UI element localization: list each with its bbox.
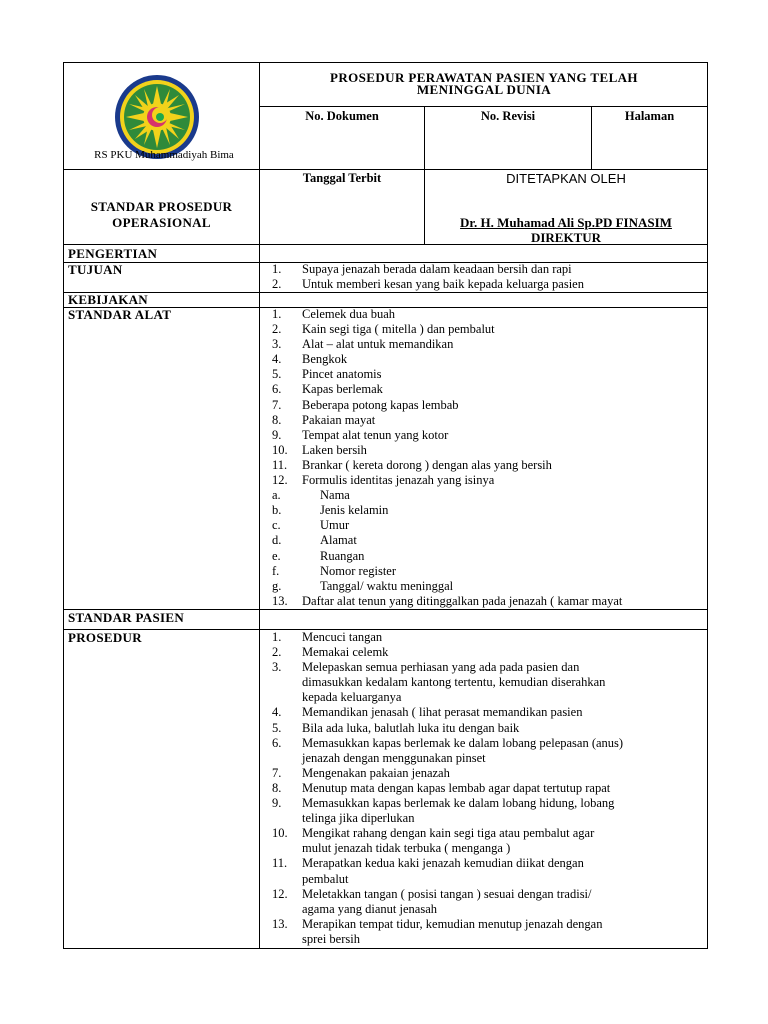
sub-list-item: c. Umur: [272, 518, 350, 533]
sub-list-item: f. Nomor register: [272, 563, 397, 578]
prosedur-list: [272, 630, 702, 947]
sub-list-item: a. Nama: [272, 488, 350, 503]
list-item: 3. Alat – alat untuk memandikan: [272, 337, 454, 352]
sub-list-item: d. Alamat: [272, 533, 357, 548]
list-item-continuation: sprei bersih: [302, 931, 360, 946]
list-item: 9. Memasukkan kapas berlemak ke dalam lobang hidung, lobang: [272, 796, 615, 811]
document-title-line1: PROSEDUR PERAWATAN PASIEN YANG TELAH: [330, 70, 638, 85]
list-item: 7. Beberapa potong kapas lembab: [272, 397, 459, 412]
list-item: 5. Pincet anatomis: [272, 367, 382, 382]
list-item-continuation: mulut jenazah tidak terbuka ( menganga ): [302, 841, 511, 856]
prosedur-label: PROSEDUR: [68, 630, 142, 645]
signer-title: DIREKTUR: [530, 230, 602, 245]
list-item: 8. Pakaian mayat: [272, 412, 376, 427]
list-item: 10. Mengikat rahang dengan kain segi tiga atau pembalut agar: [272, 826, 595, 841]
list-item: 1. Celemek dua buah: [272, 307, 396, 321]
list-item: 9. Tempat alat tenun yang kotor: [272, 427, 449, 442]
list-item: 4. Bengkok: [272, 352, 348, 367]
kebijakan-label: KEBIJAKAN: [68, 292, 148, 307]
no-dokumen-label: No. Dokumen: [305, 109, 379, 123]
header-row-divider: [63, 169, 708, 170]
list-item: 5. Bila ada luka, balutlah luka itu dengan baik: [272, 720, 520, 735]
table-border-bottom: [63, 948, 708, 949]
list-item-continuation: kepada keluarganya: [302, 690, 402, 705]
ditetapkan-label: DITETAPKAN OLEH: [506, 171, 626, 186]
tanggal-terbit-label: Tanggal Terbit: [302, 171, 382, 185]
no-revisi-label: No. Revisi: [480, 109, 536, 123]
list-item: 8. Menutup mata dengan kapas lembab agar dapat tertutup rapat: [272, 780, 611, 795]
tujuan-label: TUJUAN: [68, 262, 123, 277]
list-item-continuation: jenazah dengan menggunakan pinset: [302, 750, 486, 765]
standar-alat-label: STANDAR ALAT: [68, 307, 172, 322]
list-item: 11. Merapatkan kedua kaki jenazah kemudian diikat dengan: [272, 856, 584, 871]
list-item: 10. Laken bersih: [272, 442, 367, 457]
list-item-continuation: agama yang dianut jenasah: [302, 901, 438, 916]
list-item: 1. Mencuci tangan: [272, 630, 383, 644]
list-item-continuation: pembalut: [302, 871, 349, 886]
logo-inner-dot: [156, 113, 164, 121]
tujuan-list: [272, 262, 702, 292]
sub-list-item: b. Jenis kelamin: [272, 503, 389, 518]
list-item: 12. Meletakkan tangan ( posisi tangan ) sesuai dengan tradisi/: [272, 886, 592, 901]
list-item: 4. Memandikan jenasah ( lihat perasat memandikan pasien: [272, 705, 583, 720]
list-item: 6. Memasukkan kapas berlemak ke dalam lobang pelepasan (anus): [272, 735, 624, 750]
header-title-underline: [259, 106, 708, 107]
standar-pasien-label: STANDAR PASIEN: [68, 610, 185, 625]
list-item: 2. Untuk memberi kesan yang baik kepada keluarga pasien: [272, 277, 584, 292]
list-item-continuation: dimasukkan kedalam kantong tertentu, kemudian diserahkan: [302, 675, 606, 690]
table-border-right: [707, 62, 708, 949]
list-item: 6. Kapas berlemak: [272, 382, 383, 397]
document-title-line2: MENINGGAL DUNIA: [416, 82, 552, 97]
list-item: 13. Merapikan tempat tidur, kemudian menutup jenazah dengan: [272, 916, 603, 931]
list-item-continuation: telinga jika diperlukan: [302, 811, 415, 826]
signer-name: Dr. H. Muhamad Ali Sp.PD FINASIM: [460, 215, 672, 230]
list-item: 7. Mengenakan pakaian jenazah: [272, 765, 450, 780]
sub-list-item: e. Ruangan: [272, 548, 365, 563]
table-border-left: [63, 62, 64, 949]
pengertian-label: PENGERTIAN: [68, 246, 158, 261]
column-divider: [259, 62, 260, 949]
table-border-top: [63, 62, 708, 63]
list-item: 2. Memakai celemk: [272, 645, 389, 660]
sop-label-line2: OPERASIONAL: [112, 215, 211, 230]
hospital-name: RS PKU Muhammadiyah Bima: [94, 149, 234, 161]
sop-label-line1: STANDAR PROSEDUR: [90, 199, 233, 214]
list-item: 11. Brankar ( kereta dorong ) dengan alas yang bersih: [272, 457, 552, 472]
list-item: 2. Kain segi tiga ( mitella ) dan pembalut: [272, 322, 495, 337]
list-item: 3. Melepaskan semua perhiasan yang ada pada pasien dan: [272, 660, 580, 675]
list-item: 12. Formulis identitas jenazah yang isinya: [272, 473, 495, 488]
list-item: 13. Daftar alat tenun yang ditinggalkan pada jenazah ( kamar mayat: [272, 593, 623, 608]
halaman-label: Halaman: [624, 109, 675, 123]
list-item: 1. Supaya jenazah berada dalam keadaan bersih dan rapi: [272, 262, 572, 276]
standar-alat-list: [272, 307, 702, 609]
sub-list-item: g. Tanggal/ waktu meninggal: [272, 578, 454, 593]
